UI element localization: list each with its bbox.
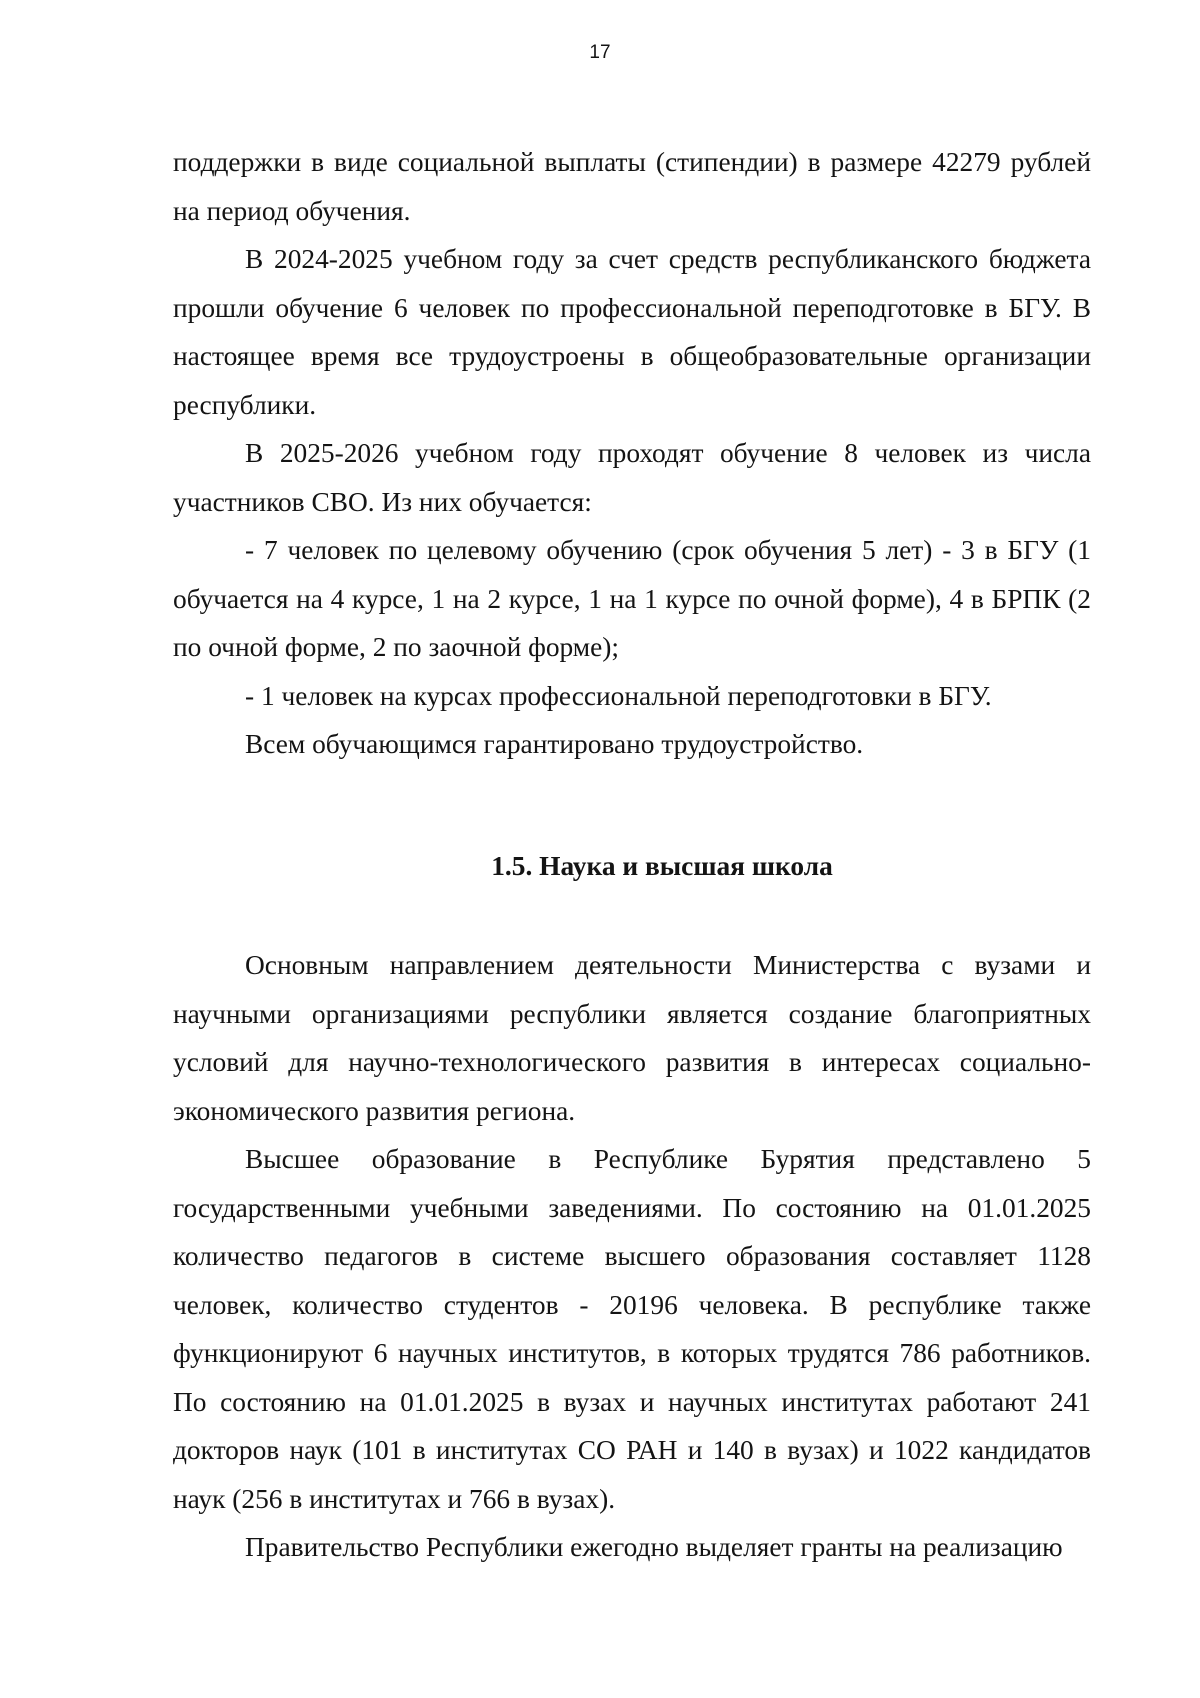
paragraph-grants: Правительство Республики ежегодно выделяет гранты на реализацию [245, 1532, 1063, 1562]
spacer [173, 769, 1091, 842]
section-heading: 1.5. Наука и высшая школа [491, 850, 833, 881]
paragraph-higher-education: Высшее образование в Республике Бурятия представлено 5 государственными учебными заведениями. По состоянию на 01.01.2025 количество педагогов в системе высшего образования составляет 1128 человек, количество студентов - 20196 человека. В республике также функционируют 6 научных институтов, в которых трудятся 786 работников. По состоянию на 01.01.2025 в вузах и научных институтах работают 241 докторов наук (101 в институтах СО РАН и 140 в вузах) и 1022 кандидатов наук (256 в институтах и 766 в вузах). [173, 1144, 1091, 1514]
document-body [173, 138, 1091, 1572]
list-item-targeted-training: - 7 человек по целевому обучению (срок обучения 5 лет) - 3 в БГУ (1 обучается на 4 курсе, 1 на 2 курсе, 1 на 1 курсе по очной форме), 4 в БРПК (2 по очной форме, 2 по заочной форме); [173, 535, 1091, 662]
paragraph-employment: Всем обучающимся гарантировано трудоустройство. [245, 729, 864, 759]
page-number: 17 [589, 42, 611, 63]
paragraph-2024-2025: В 2024-2025 учебном году за счет средств республиканского бюджета прошли обучение 6 человек по профессиональной переподготовке в БГУ. В настоящее время все трудоустроены в общеобразовательные организации республики. [173, 244, 1091, 420]
list-item-retraining: - 1 человек на курсах профессиональной переподготовки в БГУ. [245, 680, 992, 711]
spacer [173, 890, 1091, 941]
paragraph-ministry-direction: Основным направлением деятельности Министерства с вузами и научными организациями республики является создание благоприятных условий для научно-технологического развития в интересах социально-экономического развития региона. [173, 950, 1091, 1126]
paragraph-2025-2026: В 2025-2026 учебном году проходят обучение 8 человек из числа участников СВО. Из них обучается: [173, 438, 1091, 517]
paragraph-continuation: поддержки в виде социальной выплаты (стипендии) в размере 42279 рублей на период обучения. [173, 147, 1091, 226]
